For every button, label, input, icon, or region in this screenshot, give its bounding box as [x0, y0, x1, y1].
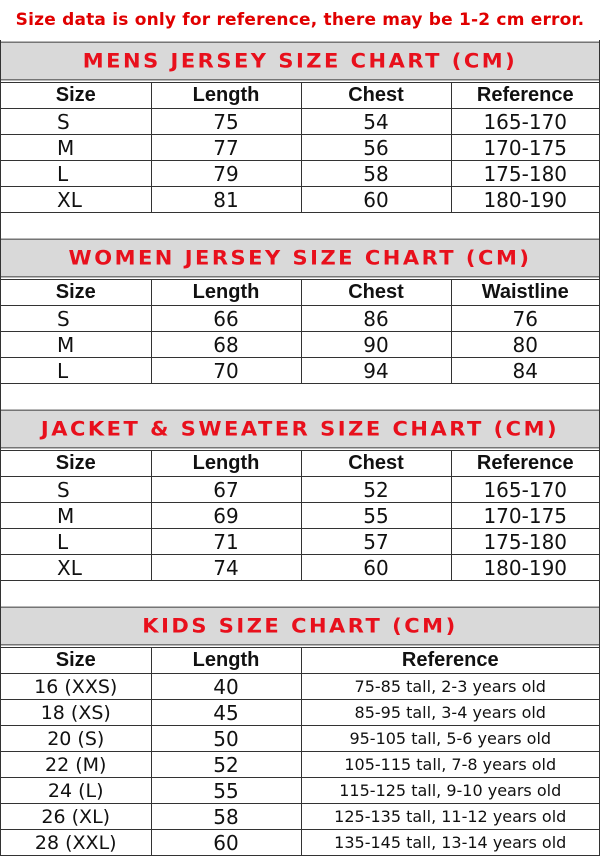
table-cell: M — [1, 135, 151, 161]
mens-size-table — [1, 82, 599, 213]
table-cell: 125-135 tall, 11-12 years old — [301, 804, 599, 830]
column-header: Chest — [301, 280, 451, 306]
table-cell: 45 — [151, 700, 301, 726]
table-cell: 75 — [151, 109, 301, 135]
table-cell: 165-170 — [451, 109, 599, 135]
table-cell: 95-105 tall, 5-6 years old — [301, 726, 599, 752]
table-row — [1, 830, 599, 856]
column-header: Chest — [301, 451, 451, 477]
table-cell: L — [1, 161, 151, 187]
table-cell: 135-145 tall, 13-14 years old — [301, 830, 599, 856]
table-cell: 115-125 tall, 9-10 years old — [301, 778, 599, 804]
table-row — [1, 109, 599, 135]
table-cell: 69 — [151, 503, 301, 529]
column-header: Length — [151, 648, 301, 674]
column-header: Reference — [301, 648, 599, 674]
table-cell: 60 — [301, 555, 451, 581]
table-cell: 16 (XXS) — [1, 674, 151, 700]
table-row — [1, 332, 599, 358]
mens-jersey-chart — [0, 40, 600, 213]
table-cell: 84 — [451, 358, 599, 384]
table-cell: 68 — [151, 332, 301, 358]
table-cell: 79 — [151, 161, 301, 187]
table-row — [1, 726, 599, 752]
table-cell: 18 (XS) — [1, 700, 151, 726]
table-row — [1, 752, 599, 778]
column-header: Size — [1, 451, 151, 477]
table-row — [1, 778, 599, 804]
table-cell: 80 — [451, 332, 599, 358]
table-row — [1, 674, 599, 700]
table-cell: 81 — [151, 187, 301, 213]
section-spacer — [0, 581, 600, 605]
column-header: Waistline — [451, 280, 599, 306]
table-cell: 105-115 tall, 7-8 years old — [301, 752, 599, 778]
table-row — [1, 529, 599, 555]
column-header: Chest — [301, 83, 451, 109]
women-chart-title: WOMEN JERSEY SIZE CHART (CM) — [1, 239, 599, 278]
table-cell: 58 — [151, 804, 301, 830]
table-cell: 52 — [301, 477, 451, 503]
table-cell: S — [1, 306, 151, 332]
table-cell: 170-175 — [451, 135, 599, 161]
table-cell: 86 — [301, 306, 451, 332]
table-row — [1, 135, 599, 161]
section-spacer — [0, 384, 600, 408]
table-cell: 58 — [301, 161, 451, 187]
table-cell: M — [1, 503, 151, 529]
jacket-chart-title: JACKET & SWEATER SIZE CHART (CM) — [1, 410, 599, 449]
table-header-row — [1, 451, 599, 477]
table-row — [1, 555, 599, 581]
table-cell: 175-180 — [451, 161, 599, 187]
table-cell: 52 — [151, 752, 301, 778]
table-cell: 55 — [301, 503, 451, 529]
table-row — [1, 477, 599, 503]
table-cell: 71 — [151, 529, 301, 555]
table-cell: S — [1, 477, 151, 503]
kids-size-chart — [0, 605, 600, 856]
table-cell: 60 — [301, 187, 451, 213]
table-cell: M — [1, 332, 151, 358]
table-header-row — [1, 83, 599, 109]
table-cell: 22 (M) — [1, 752, 151, 778]
column-header: Size — [1, 280, 151, 306]
table-cell: XL — [1, 555, 151, 581]
table-cell: 20 (S) — [1, 726, 151, 752]
table-cell: 54 — [301, 109, 451, 135]
table-row — [1, 503, 599, 529]
reference-notice: Size data is only for reference, there may be 1-2 cm error. — [15, 10, 585, 30]
table-cell: XL — [1, 187, 151, 213]
table-cell: 24 (L) — [1, 778, 151, 804]
table-row — [1, 358, 599, 384]
column-header: Length — [151, 280, 301, 306]
table-cell: 55 — [151, 778, 301, 804]
table-cell: L — [1, 358, 151, 384]
table-row — [1, 700, 599, 726]
table-cell: 67 — [151, 477, 301, 503]
table-cell: L — [1, 529, 151, 555]
jacket-size-table — [1, 450, 599, 581]
table-cell: 56 — [301, 135, 451, 161]
table-header-row — [1, 648, 599, 674]
women-jersey-chart — [0, 237, 600, 384]
table-cell: 165-170 — [451, 477, 599, 503]
kids-size-table — [1, 647, 599, 856]
table-header-row — [1, 280, 599, 306]
column-header: Size — [1, 83, 151, 109]
jacket-sweater-chart — [0, 408, 600, 581]
table-cell: 28 (XXL) — [1, 830, 151, 856]
table-cell: 175-180 — [451, 529, 599, 555]
table-cell: 76 — [451, 306, 599, 332]
table-cell: 40 — [151, 674, 301, 700]
mens-chart-title: MENS JERSEY SIZE CHART (CM) — [1, 42, 599, 81]
column-header: Length — [151, 83, 301, 109]
table-cell: 94 — [301, 358, 451, 384]
table-cell: 70 — [151, 358, 301, 384]
column-header: Reference — [451, 83, 599, 109]
table-cell: 57 — [301, 529, 451, 555]
table-cell: 60 — [151, 830, 301, 856]
table-cell: 90 — [301, 332, 451, 358]
table-row — [1, 804, 599, 830]
table-cell: 77 — [151, 135, 301, 161]
women-size-table — [1, 279, 599, 384]
column-header: Length — [151, 451, 301, 477]
table-cell: 180-190 — [451, 187, 599, 213]
column-header: Reference — [451, 451, 599, 477]
table-row — [1, 306, 599, 332]
table-cell: 50 — [151, 726, 301, 752]
table-cell: 170-175 — [451, 503, 599, 529]
table-row — [1, 187, 599, 213]
kids-chart-title: KIDS SIZE CHART (CM) — [1, 607, 599, 646]
section-spacer — [0, 213, 600, 237]
table-cell: S — [1, 109, 151, 135]
column-header: Size — [1, 648, 151, 674]
table-cell: 85-95 tall, 3-4 years old — [301, 700, 599, 726]
table-cell: 75-85 tall, 2-3 years old — [301, 674, 599, 700]
table-cell: 26 (XL) — [1, 804, 151, 830]
table-cell: 180-190 — [451, 555, 599, 581]
table-cell: 74 — [151, 555, 301, 581]
table-cell: 66 — [151, 306, 301, 332]
table-row — [1, 161, 599, 187]
